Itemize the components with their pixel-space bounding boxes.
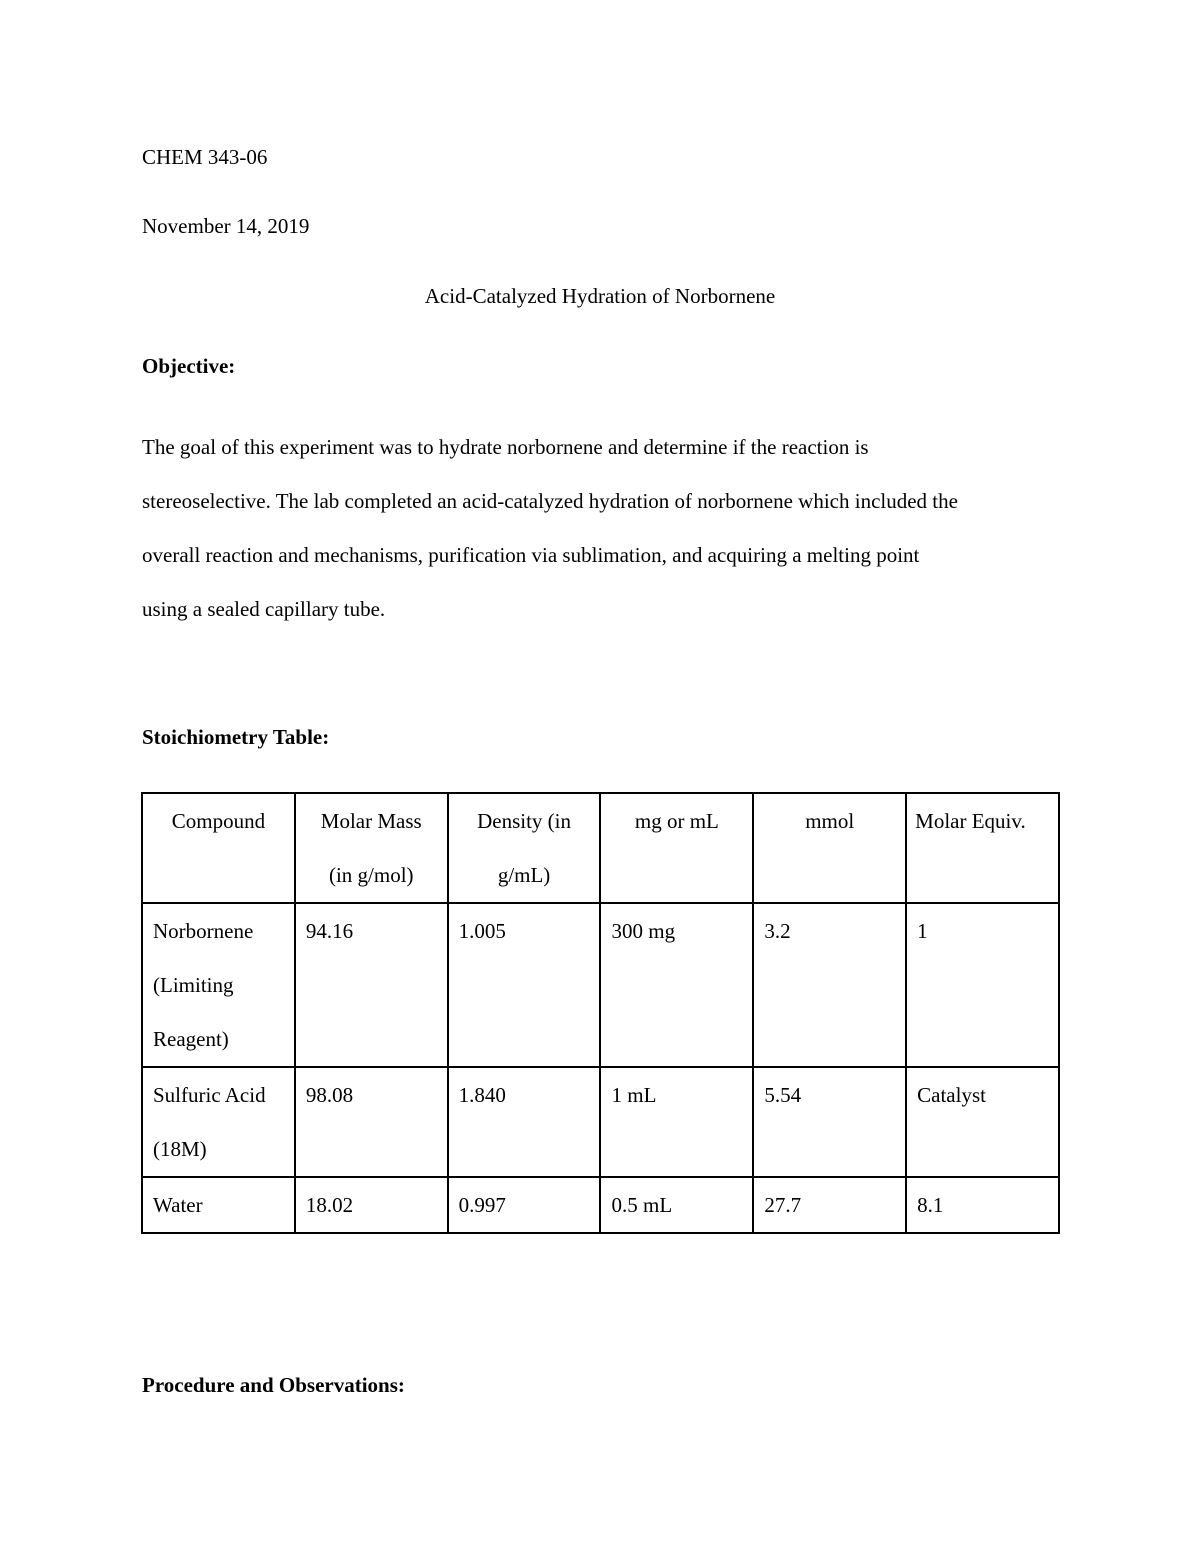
objective-line: using a sealed capillary tube. (142, 597, 386, 621)
compound-name: (Limiting (153, 973, 234, 997)
table-cell: 0.997 (448, 1177, 601, 1233)
table-cell (142, 1177, 295, 1233)
report-title: Acid-Catalyzed Hydration of Norbornene (424, 284, 776, 308)
table-cell: 1.840 (448, 1067, 601, 1177)
table-cell: 0.5 mL (600, 1177, 753, 1233)
column-header (448, 793, 601, 903)
column-header (295, 793, 448, 903)
stoichiometry-heading: Stoichiometry Table: (142, 725, 330, 749)
table-cell: 300 mg (600, 903, 753, 1067)
table-row (142, 1067, 1059, 1177)
column-header (142, 793, 295, 903)
course-code: CHEM 343-06 (142, 145, 268, 169)
compound-name: Reagent) (153, 1027, 229, 1051)
column-header-text: Molar Mass (320, 809, 422, 833)
objective-line: The goal of this experiment was to hydrate norbornene and determine if the reaction is (142, 435, 869, 459)
table-cell: 8.1 (906, 1177, 1059, 1233)
table-cell: 1 (906, 903, 1059, 1067)
table-cell (142, 1067, 295, 1177)
column-header-text: g/mL) (497, 863, 551, 887)
compound-name: Water (153, 1193, 203, 1217)
objective-paragraph (142, 420, 1072, 636)
table-cell: 1 mL (600, 1067, 753, 1177)
column-header (753, 793, 906, 903)
procedure-heading: Procedure and Observations: (142, 1373, 405, 1397)
compound-name: Sulfuric Acid (153, 1083, 266, 1107)
table-row (142, 1177, 1059, 1233)
objective-heading: Objective: (142, 354, 236, 378)
objective-line: overall reaction and mechanisms, purification via sublimation, and acquiring a melting point (142, 543, 920, 567)
column-header-text: (in g/mol) (328, 863, 414, 887)
column-header-text: Compound (171, 809, 266, 833)
table-cell: 94.16 (295, 903, 448, 1067)
table-cell: 3.2 (753, 903, 906, 1067)
table-header-row (142, 793, 1059, 903)
table-row (142, 903, 1059, 1067)
table-cell: 18.02 (295, 1177, 448, 1233)
compound-name: (18M) (153, 1137, 207, 1161)
column-header (600, 793, 753, 903)
column-header (906, 793, 1059, 903)
column-header-text: mmol (805, 809, 855, 833)
objective-line: stereoselective. The lab completed an acid-catalyzed hydration of norbornene which included the (142, 489, 958, 513)
compound-name: Norbornene (153, 919, 254, 943)
table-cell: 27.7 (753, 1177, 906, 1233)
column-header-text: Molar Equiv. (915, 809, 1026, 833)
table-cell: 1.005 (448, 903, 601, 1067)
stoichiometry-table (141, 792, 1060, 1234)
column-header-text: mg or mL (634, 809, 719, 833)
table-cell: Catalyst (906, 1067, 1059, 1177)
report-date: November 14, 2019 (142, 214, 310, 238)
table-cell: 98.08 (295, 1067, 448, 1177)
column-header-text: Density (in (477, 809, 572, 833)
table-cell: 5.54 (753, 1067, 906, 1177)
table-cell (142, 903, 295, 1067)
